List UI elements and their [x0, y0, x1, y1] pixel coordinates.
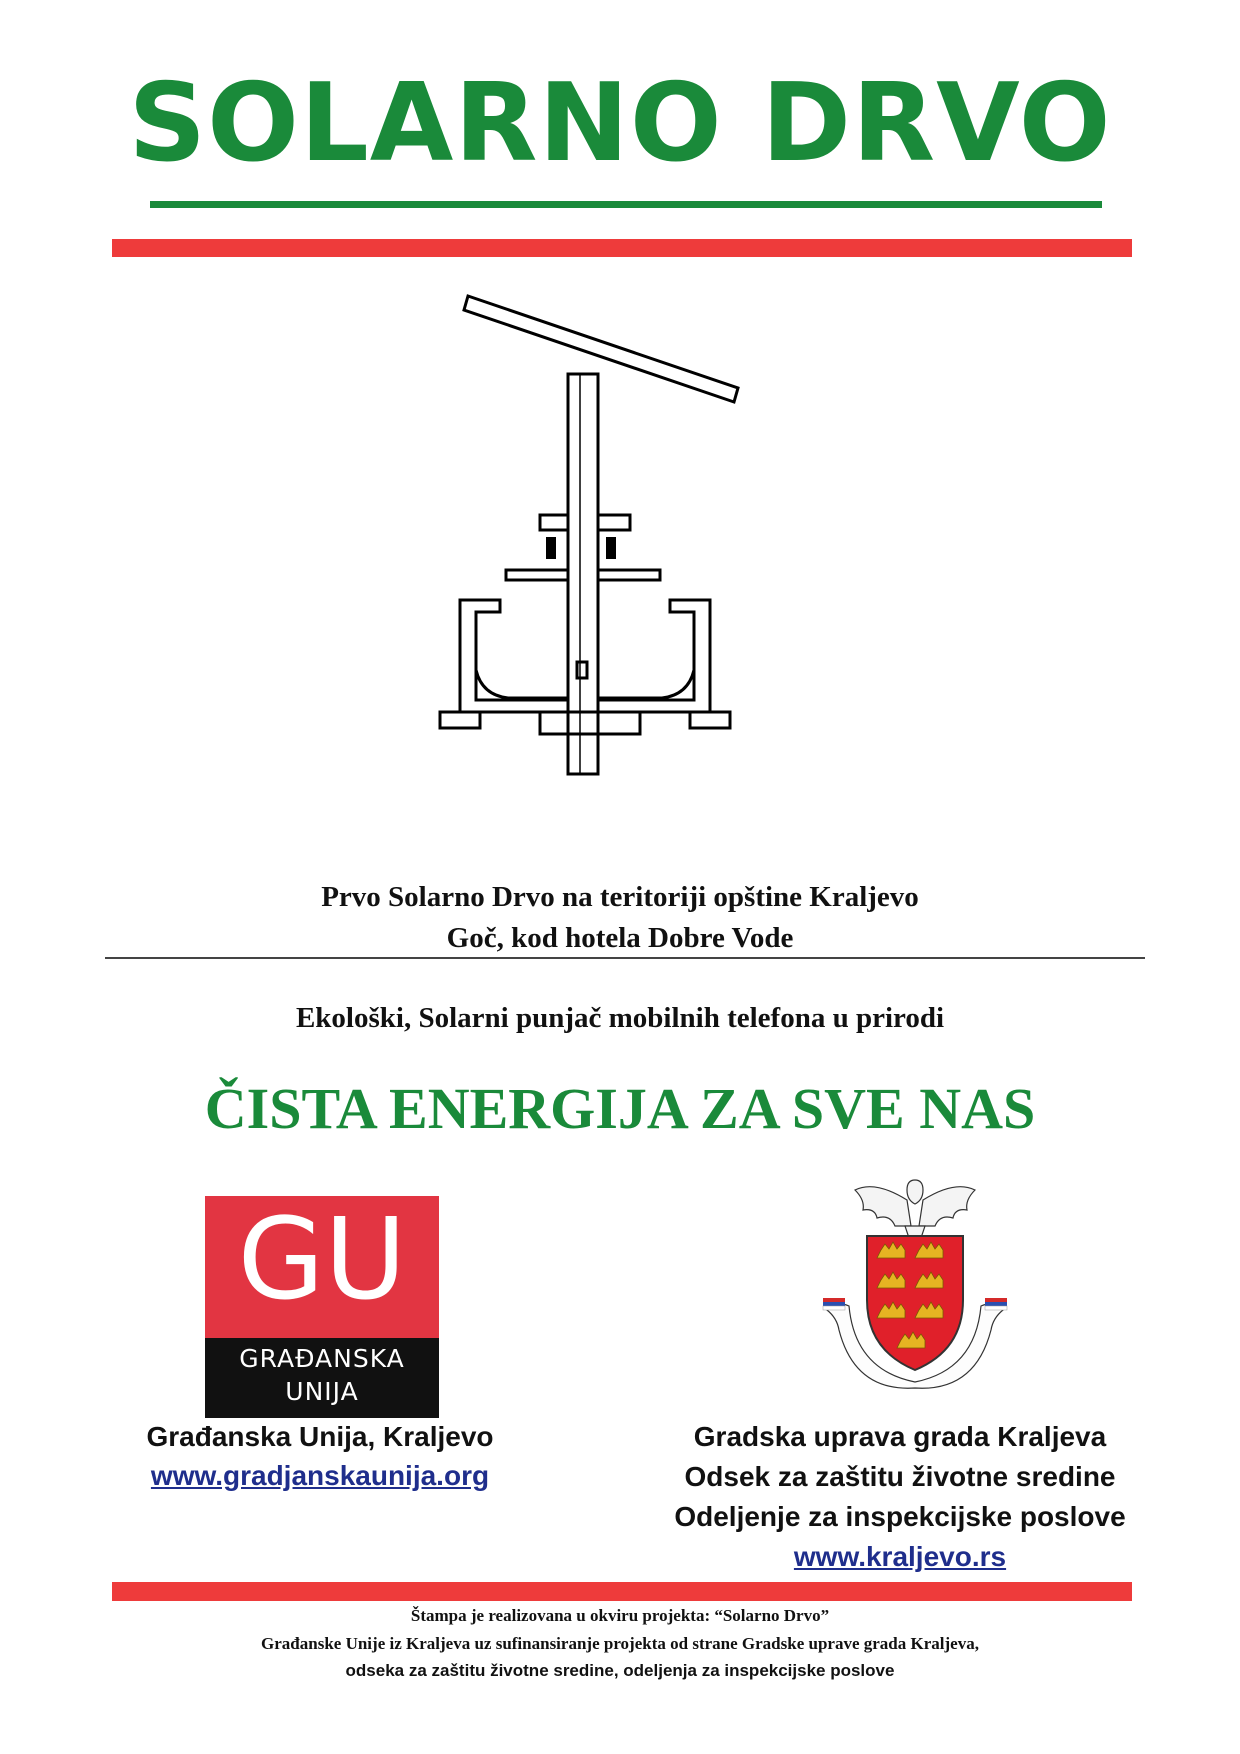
base-center: [540, 712, 640, 734]
right-upper-arm: [598, 515, 630, 530]
gu-logo-letters: GU: [237, 1195, 407, 1325]
bottom-red-bar: [112, 1582, 1132, 1601]
divider: [105, 957, 1145, 959]
top-red-bar: [112, 239, 1132, 257]
solar-tree-drawing: [420, 290, 760, 820]
base-left-foot: [440, 712, 480, 728]
pole-switch: [577, 662, 587, 678]
slogan: ČISTA ENERGIJA ZA SVE NAS: [204, 1076, 1036, 1141]
left-org-name: Građanska Unija, Kraljevo: [146, 1421, 494, 1452]
solar-panel: [464, 296, 738, 402]
right-lower-arm: [598, 570, 660, 580]
footer-line-3: odseka za zaštitu životne sredine, odeljenja za inspekcijske poslove: [345, 1661, 895, 1680]
left-org-link[interactable]: www.gradjanskaunija.org: [150, 1460, 490, 1491]
gu-logo-line-2: UNIJA: [285, 1377, 359, 1406]
subtitle-line-3: Ekološki, Solarni punjač mobilnih telefona u prirodi: [295, 1002, 945, 1034]
right-basket: [598, 600, 710, 712]
gu-logo-black-block: [205, 1338, 439, 1418]
eagle-icon: [855, 1180, 975, 1238]
footer-line-2: Građanske Unije iz Kraljeva uz sufinansiranje projekta od strane Gradske uprave grada Kraljeva,: [261, 1634, 979, 1653]
gu-logo-line-1: GRAĐANSKA: [239, 1344, 405, 1373]
left-basket: [460, 600, 568, 712]
right-org-line-2: Odsek za zaštitu životne sredine: [684, 1461, 1116, 1492]
kraljevo-coat-of-arms: [815, 1170, 1015, 1390]
subtitle-line-2: Goč, kod hotela Dobre Vode: [446, 922, 794, 954]
main-pole: [568, 374, 598, 774]
footer-line-1: Štampa je realizovana u okviru projekta: “Solarno Drvo”: [410, 1606, 830, 1625]
right-org-link[interactable]: www.kraljevo.rs: [793, 1541, 1007, 1572]
gu-logo-red-block: [205, 1196, 439, 1338]
title-underline: [150, 201, 1102, 208]
left-lower-arm: [506, 570, 568, 580]
page-title: SOLARNO DRVO: [128, 61, 1112, 186]
right-org-line-1: Gradska uprava grada Kraljeva: [693, 1421, 1107, 1452]
right-org-line-3: Odeljenje za inspekcijske poslove: [674, 1501, 1126, 1532]
left-upper-arm: [540, 515, 568, 530]
subtitle-line-1: Prvo Solarno Drvo na teritoriji opštine Kraljevo: [321, 881, 919, 913]
base-right-foot: [690, 712, 730, 728]
gradjanska-unija-logo: [205, 1196, 439, 1418]
